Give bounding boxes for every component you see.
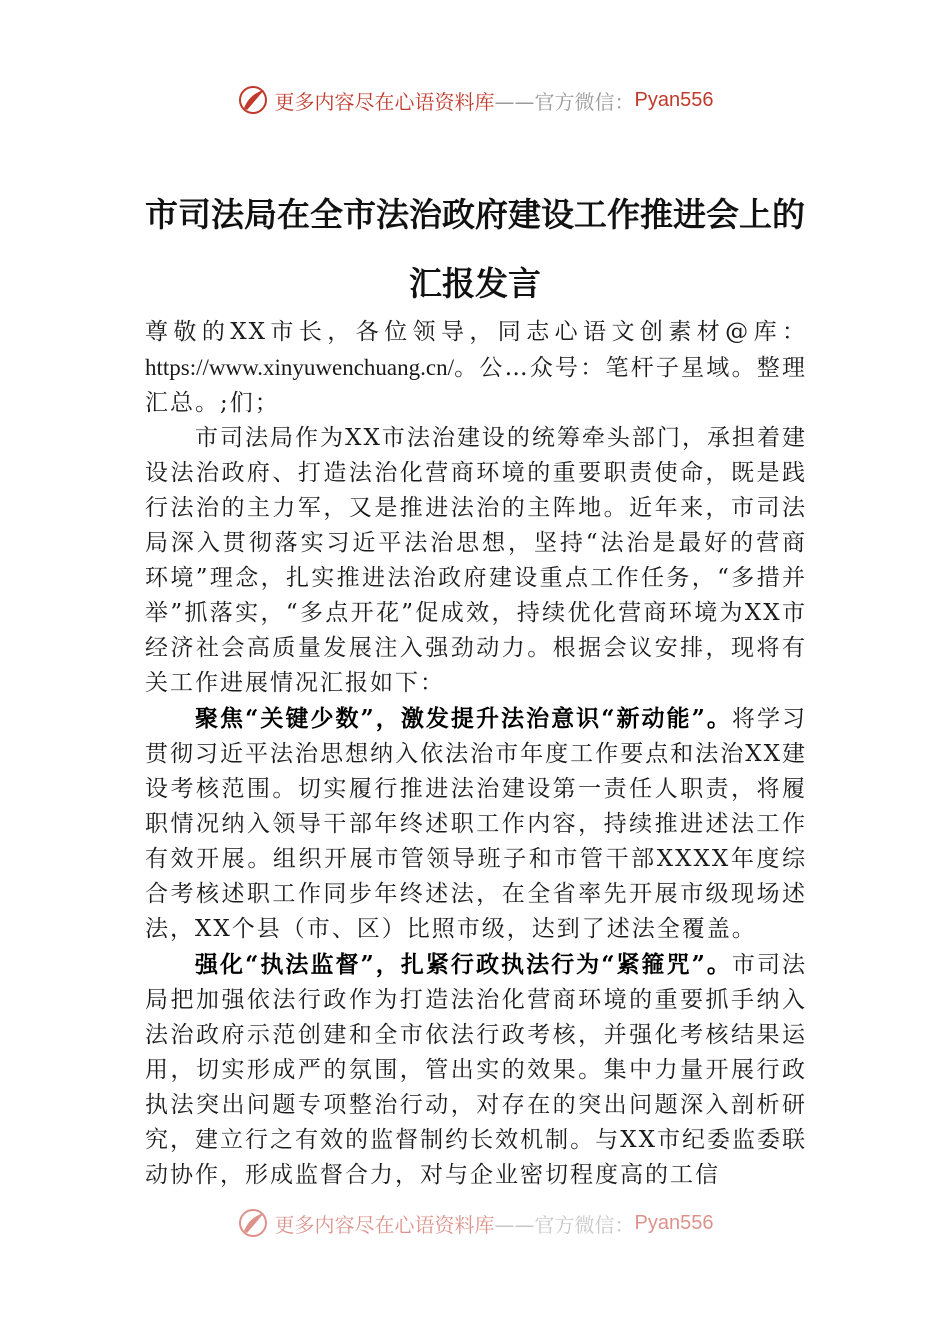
greeting-paragraph xyxy=(145,315,807,421)
document-body xyxy=(145,315,807,1220)
watermark-wechat-label: ——官方微信： xyxy=(494,1212,635,1237)
section-2-text: 市司法局把加强依法行政作为打造法治化营商环境的重要抓手纳入法治政府示范创建和全市依法行政考核，并强化考核结果运用，切实形成严的氛围，管出实的效果。集中力量开展行政执法突出问题专项整治行动，对存在的突出问题深入剖析研究，建立行之有效的监督制约长效机制。与XX市纪委监委联动协作，形成监督合力，对与企业密切程度高的工信 xyxy=(145,952,807,1188)
greeting-text: 尊敬的XX市长，各位领导，同志心语文创素材@库： xyxy=(145,319,807,345)
greeting-url: https://www.xinyuwenchuang.cn/ xyxy=(145,355,454,380)
paragraph-section-2 xyxy=(145,947,807,1193)
logo-icon xyxy=(237,84,269,116)
section-1-text: 将学习贯彻习近平法治思想纳入依法治市年度工作要点和法治XX建设考核范围。切实履行推进法治建设第一责任人职责，将履职情况纳入领导干部年终述职工作内容，持续推进述法工作有效开展。组织开展市管领导班子和市管干部XXXX年度综合考核述职工作同步年终述法，在全省率先开展市级现场述法，XX个县（市、区）比照市级，达到了述法全覆盖。 xyxy=(145,706,807,942)
greeting-text-2: 。公…众号：笔杆子星域。整理汇总。;们； xyxy=(145,355,807,416)
watermark-footer xyxy=(0,1207,950,1239)
paragraph-section-1 xyxy=(145,701,807,947)
section-2-heading: 强化“执法监督”，扎紧行政执法行为“紧箍咒”。 xyxy=(195,951,732,978)
paragraph-intro: 市司法局作为XX市法治建设的统筹牵头部门，承担着建设法治政府、打造法治化营商环境的重要职责使命，既是践行法治的主力军，又是推进法治的主阵地。近年来，市司法局深入贯彻落实习近平法治思想，坚持“法治是最好的营商环境”理念，扎实推进法治政府建设重点工作任务，“多措并举”抓落实，“多点开花”促成效，持续优化营商环境为XX市经济社会高质量发展注入强劲动力。根据会议安排，现将有关工作进展情况汇报如下： xyxy=(145,425,807,696)
logo-icon xyxy=(237,1207,269,1239)
document-title: 市司法局在全市法治政府建设工作推进会上的汇报发言 xyxy=(145,195,805,303)
watermark-wechat-id: Pyan556 xyxy=(634,88,714,111)
watermark-wechat-id: Pyan556 xyxy=(634,1211,714,1234)
watermark-header xyxy=(0,84,950,116)
watermark-text: 更多内容尽在心语资料库 xyxy=(274,89,495,114)
section-1-heading: 聚焦“关键少数”，激发提升法治意识“新动能”。 xyxy=(195,705,732,732)
watermark-wechat-label: ——官方微信： xyxy=(494,89,635,114)
watermark-text: 更多内容尽在心语资料库 xyxy=(274,1212,495,1237)
